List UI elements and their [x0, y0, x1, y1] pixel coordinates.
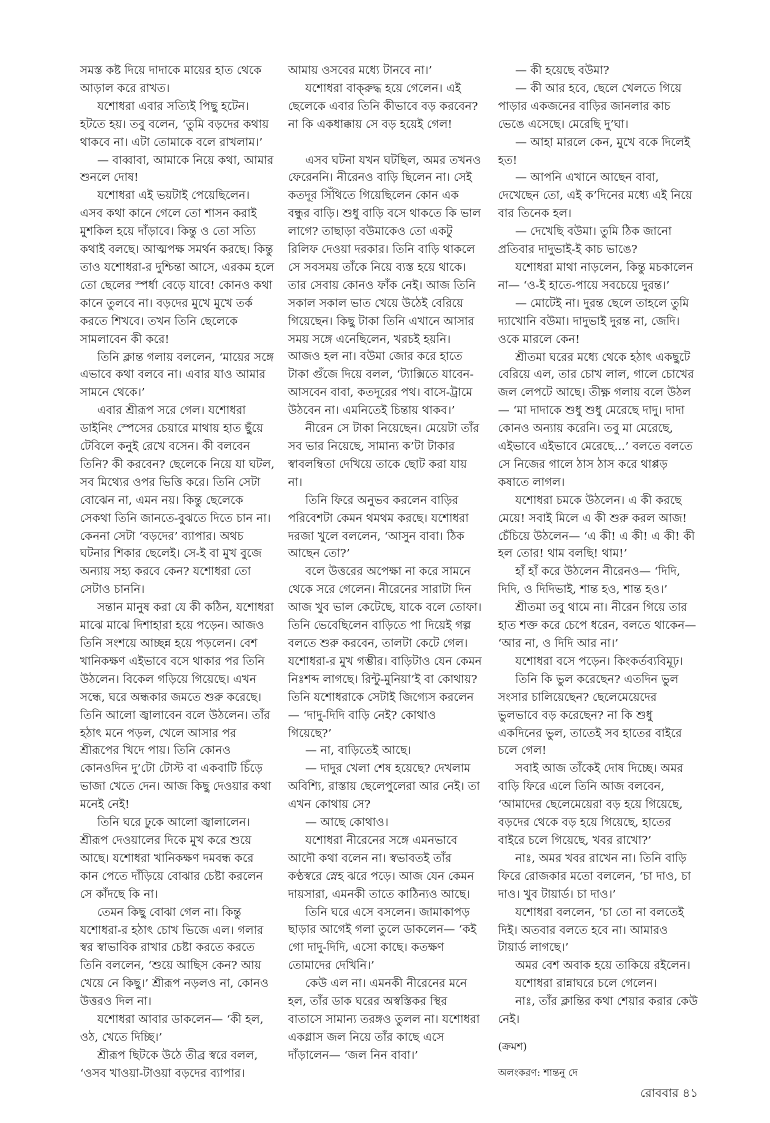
- paragraph: তিনি ঘরে ঢুকে আলো জ্বালালেন। শ্রীরূপ দেওয়ালের দিকে মুখ করে শুয়ে আছে। যশোধরা খানিকক্ষণ দমবন্ধ করে কান পেতে দাঁড়িয়ে বোঝার চেষ্টা করলেন সে কাঁদছে কি না।: [80, 815, 263, 901]
- paragraph: তিনি কি ভুল করেছেন? এতদিন ভুল সংসার চালিয়েছেন? ছেলেমেয়েদের ভুলভাবে বড় করেছেন? না কি শুধু একদিনের ভুল, তাতেই সব হাতের বাইরে চলে গেল!: [498, 671, 682, 758]
- text-column-3: [498, 62, 698, 1083]
- paragraph: তিনি ফিরে অনুভব করলেন বাড়ির পরিবেশটা কেমন থমথম করছে। যশোধরা দরজা খুলে বললেন, ‘আসুন বাবা। ঠিক আছেন তো?’: [288, 492, 469, 561]
- paragraph: শ্রীতমা ঘরের মধ্যে থেকে হঠাৎ একছুটে বেরিয়ে এল, তার চোখ লাল, গালে চোখের জল লেপটে আছে। তীক্ষ্ণ গলায় বলে উঠল— ‘মা দাদাকে শুধু শুধু মেরেছে দাদু। দাদা কোনও অন্যায় করেনি। তবু মা মেরেছে, এইভাবে এইভাবে মেরেছে...’ বলতে বলতে সে নিজের গালে ঠাস ঠাস করে থাপ্পড় কষাতে লাগল।: [498, 349, 694, 489]
- illustration-credit: অলংকরণ: শান্তনু দে: [498, 1067, 578, 1079]
- paragraph: বলে উত্তরের অপেক্ষা না করে সামনে থেকে সরে গেলেন। নীরেনের সারাটা দিন আজ খুব ভাল কেটেছে, যাকে বলে তোফা। তিনি ভেবেছিলেন বাড়িতে পা দিয়েই গল্প বলতে শুরু করবেন, তালটা কেটে গেল। যশোধরা-র মুখ গম্ভীর। বাড়িটাও যেন কেমন নিঃশব্দ লাগছে। রিন্টু-মুনিয়া’ই বা কোথায়? তিনি যশোধরাকে সেটাই জিগ্যেস করলেন— ‘দাদু-দিদি বাড়ি নেই? কোথাও গিয়েছে?’: [288, 564, 482, 740]
- paragraph: যশোধরা চমকে উঠলেন। এ কী করছে মেয়ে! সবাই মিলে এ কী শুরু করল আজ! চেঁচিয়ে উঠলেন— ‘এ কী! এ কী! এ কী! কী হল তোর! থাম বলছি! থাম!’: [498, 492, 695, 561]
- paragraph: যশোধরা মাথা নাড়লেন, কিন্তু মচকালেন না— ‘ও-ই হাতে-পায়ে সবচেয়ে দুরন্ত।’: [498, 259, 694, 292]
- paragraph: যশোধরা এবার সত্যিই পিছু হটেন। হটতে হয়। তবু বলেন, ‘তুমি বড়দের কথায় থাকবে না। এটা তোমাকে বলে রাখলাম।’: [80, 98, 269, 149]
- paragraph: এবার শ্রীরূপ সরে গেল। যশোধরা ডাইনিং স্পেসের চেয়ারে মাথায় হাত ছুঁয়ে টেবিলে কনুই রেখে বসেন। কী বলবেন তিনি? কী করবেন? ছেলেকে নিয়ে যা ঘটল, সব মিথ্যের ওপর ভিত্তি করে। তিনি সেটা বোঝেন না, এমন নয়। কিন্তু ছেলেকে সেকথা তিনি জানতে-বুঝতে দিতে চান না। কেননা সেটা ‘বড়দের’ ব্যাপার। অথচ ঘটনার শিকার ছেলেই। সে-ই বা মুখ বুজে অন্যায় সহ্য করবে কেন? যশোধরা তো সেটাও চাননি।: [80, 403, 275, 597]
- paragraph: — দাদুর খেলা শেষ হয়েছে? দেখলাম অবিশ্যি, রাস্তায় ছেলেপুলেরা আর নেই। তা এখন কোথায় সে?: [288, 761, 480, 812]
- paragraph: যশোধরা বাক্‌রুদ্ধ হয়ে গেলেন। এই ছেলেকে এবার তিনি কীভাবে বড় করবেন? না কি একধাক্কায় সে বড় হয়েই গেল!: [288, 80, 478, 131]
- paragraph: — বাব্বাবা, আমাকে নিয়ে কথা, আমার শুনলে দোষ!: [80, 152, 274, 185]
- paragraph: শ্রীতমা তবু থামে না। নীরেন গিয়ে তার হাত শক্ত করে চেপে ধরেন, বলতে থাকেন— ‘আর না, ও দিদি আর না।’: [498, 600, 697, 650]
- paragraph: কেউ এল না। এমনকী নীরেনের মনে হল, তাঁর ডাক ঘরের অস্বস্তিকর স্থির বাতাসে সামান্য তরঙ্গও তুলল না। যশোধরা একগ্লাস জল নিয়ে তাঁর কাছে এসে দাঁড়ালেন— ‘জল নিন বাবা।’: [288, 976, 480, 1062]
- paragraph: সবাই আজ তাঁকেই দোষ দিচ্ছে। অমর বাড়ি ফিরে এলে তিনি আজ বলবেন, ‘আমাদের ছেলেমেয়েরা বড় হয়ে গিয়েছে, বড়দের থেকে বড় হয়ে গিয়েছে, হাতের বাইরে চলে গিয়েছে, খবর রাখো?’: [498, 761, 684, 847]
- paragraph: শ্রীরূপ ছিটকে উঠে তীব্র স্বরে বলল, ‘ওসব খাওয়া-টাওয়া বড়দের ব্যাপার।: [80, 1047, 258, 1080]
- paragraph: সমস্ত কষ্ট দিয়ে দাদাকে মায়ের হাত থেকে আড়াল করে রাখত।: [80, 63, 262, 95]
- paragraph: তিনি ক্লান্ত গলায় বললেন, ‘মায়ের সঙ্গে এভাবে কথা বলবে না। এবার যাও আমার সামনে থেকে।’: [80, 349, 274, 400]
- paragraph: নাঃ, অমর খবর রাখেন না। তিনি বাড়ি ফিরে রোজকার মতো বললেন, ‘চা দাও, চা দাও। খুব টায়ার্ড। চা দাও।’: [498, 850, 691, 901]
- paragraph: যশোধরা আবার ডাকলেন— ‘কী হল, ওঠ, খেতে দিচ্ছি।’: [80, 1012, 264, 1044]
- text-column-1: [80, 62, 275, 1083]
- paragraph: — দেখেছি বউমা। তুমি ঠিক জানো প্রতিবার দাদুভাই-ই কাচ ভাঙে?: [498, 224, 672, 257]
- paragraph: এসব ঘটনা যখন ঘটছিল, অমর তখনও ফেরেননি। নীরেনও বাড়ি ছিলেন না। সেই কতদূর সিঁথিতে গিয়েছিলেন কোন এক বন্ধুর বাড়ি। শুধু বাড়ি বসে থাকতে কি ভাল লাগে? তাছাড়া বউমাকেও তো একটু রিলিফ দেওয়া দরকার। তিনি বাড়ি থাকলে সে সবসময় তাঁকে নিয়ে ব্যস্ত হয়ে থাকে। তার সেবায় কোনও ফাঁক নেই। আজ তিনি সকাল সকাল ভাত খেয়ে উঠেই বেরিয়ে গিয়েছেন। কিছু টাকা তিনি এখানে আসার সময় সঙ্গে এনেছিলেন, খরচই হয়নি। আজও হল না। বউমা জোর করে হাতে টাকা গুঁজে দিয়ে বলল, ‘ট্যাক্সিতে যাবেন-আসবেন বাবা, কতদূরের পথ। বাসে-ট্রামে উঠবেন না। এমনিতেই চিন্তায় থাকব।’: [288, 152, 481, 418]
- paragraph: — আছে কোথাও।: [305, 815, 389, 830]
- paragraph: — মোটেই না। দুরন্ত ছেলে তাহলে তুমি দ্যাখোনি বউমা। দাদুভাই দুরন্ত না, জেদি। ওকে মারলে কেন!: [498, 295, 689, 346]
- paragraph: যশোধরা বসে পড়েন। কিংকর্তব্যবিমূঢ়।: [515, 653, 684, 668]
- page-footer: রোববার ৪১: [640, 1086, 698, 1100]
- continued-marker: (ক্রমশ): [498, 1040, 528, 1053]
- paragraph: তেমন কিছু বোঝা গেল না। কিন্তু যশোধরা-র হঠাৎ চোখ ভিজে এল। গলার স্বর স্বাভাবিক রাখার চেষ্টা করতে করতে তিনি বললেন, ‘শুয়ে আছিস কেন? আয় খেয়ে নে কিছু।’ শ্রীরূপ নড়লও না, কোনও উত্তরও দিল না।: [80, 904, 269, 1009]
- paragraph: সন্তান মানুষ করা যে কী কঠিন, যশোধরা মাঝে মাঝে দিশাহারা হয়ে পড়েন। আজও তিনি সংশয়ে আচ্ছন্ন হয়ে পড়লেন। বেশ খানিকক্ষণ এইভাবে বসে থাকার পর তিনি উঠলেন। বিকেল গড়িয়ে গিয়েছে। এখন সন্ধে, ঘরে অন্ধকার জমতে শুরু করেছে। তিনি আলো জ্বালাবেন বলে উঠলেন। তাঁর হঠাৎ মনে পড়ল, খেলে আসার পর শ্রীরূপের খিদে পায়। তিনি কোনও কোনওদিন দু’টো টোস্ট বা একবাটি চিঁড়ে ভাজা খেতে দেন। আজ কিছু দেওয়ার কথা মনেই নেই!: [80, 600, 274, 812]
- paragraph: যশোধরা বললেন, ‘চা তো না বলতেই দিই। অতবার বলতে হবে না। আমারও টায়ার্ড লাগছে।’: [498, 904, 684, 955]
- paragraph: তিনি ঘরে এসে বসলেন। জামাকাপড় ছাড়ার আগেই গলা তুলে ডাকলেন— ‘কই গো দাদু-দিদি, এসো কাছে। কতক্ষণ তোমাদের দেখিনি।’: [288, 904, 477, 973]
- paragraph: — না, বাড়িতেই আছে।: [305, 743, 412, 758]
- paragraph: নাঃ, তাঁর ক্লান্তির কথা শেয়ার করার কেউ নেই।: [498, 994, 698, 1027]
- paragraph: — কী আর হবে, ছেলে খেলতে গিয়ে পাড়ার একজনের বাড়ির জানলার কাচ ভেঙে এসেছে। মেরেছি দু’ঘা।: [498, 80, 682, 131]
- paragraph: আমায় ওসবের মধ্যে টানবে না।’: [288, 63, 433, 77]
- paragraph: — কী হয়েছে বউমা?: [515, 63, 610, 77]
- paragraph: যশোধরা নীরেনের সঙ্গে এমনভাবে আদৌ কথা বলেন না। স্বভাবতই তাঁর কণ্ঠস্বরে স্নেহ ঝরে পড়ে। আজ যেন কেমন দায়সারা, এমনকী তাতে কাঠিন্যও আছে।: [288, 832, 475, 901]
- paragraph: অমর বেশ অবাক হয়ে তাকিয়ে রইলেন।: [515, 958, 691, 973]
- paragraph: — আপনি এখানে আছেন বাবা, দেখেছেন তো, এই ক’দিনের মধ্যে এই নিয়ে বার তিনেক হল।: [498, 170, 693, 221]
- paragraph: নীরেন সে টাকা নিয়েছেন। মেয়েটা তাঁর সব ভার নিয়েছে, সামান্য ক’টা টাকার স্বাবলম্বিতা দেখিয়ে তাকে ছোট করা যায় না।: [288, 421, 480, 489]
- paragraph: যশোধরা রান্নাঘরে চলে গেলেন।: [515, 976, 658, 991]
- paragraph: হাঁ হাঁ করে উঠলেন নীরেনও— ‘দিদি, দিদি, ও দিদিভাই, শান্ত হও, শান্ত হও।’: [498, 564, 681, 597]
- text-column-2: [288, 62, 483, 1065]
- paragraph: যশোধরা এই ভয়টাই পেয়েছিলেন। এসব কথা কানে গেলে তো শাসন করাই মুশকিল হয়ে দাঁড়াবে। কিন্তু ও তো সত্যি কথাই বলছে। আত্মপক্ষ সমর্থন করছে। কিন্তু তাও যশোধরা-র দুশ্চিন্তা আসে, এরকম হলে তো ছেলের স্পর্ধা বেড়ে যাবে! কোনও কথা কানে তুলবে না। বড়দের মুখে মুখে তর্ক করতে শিখবে। তখন তিনি ছেলেকে সামলাবেন কী করে!: [80, 188, 275, 346]
- paragraph: — আহা মারলে কেন, মুখে বকে দিলেই হত!: [498, 134, 691, 167]
